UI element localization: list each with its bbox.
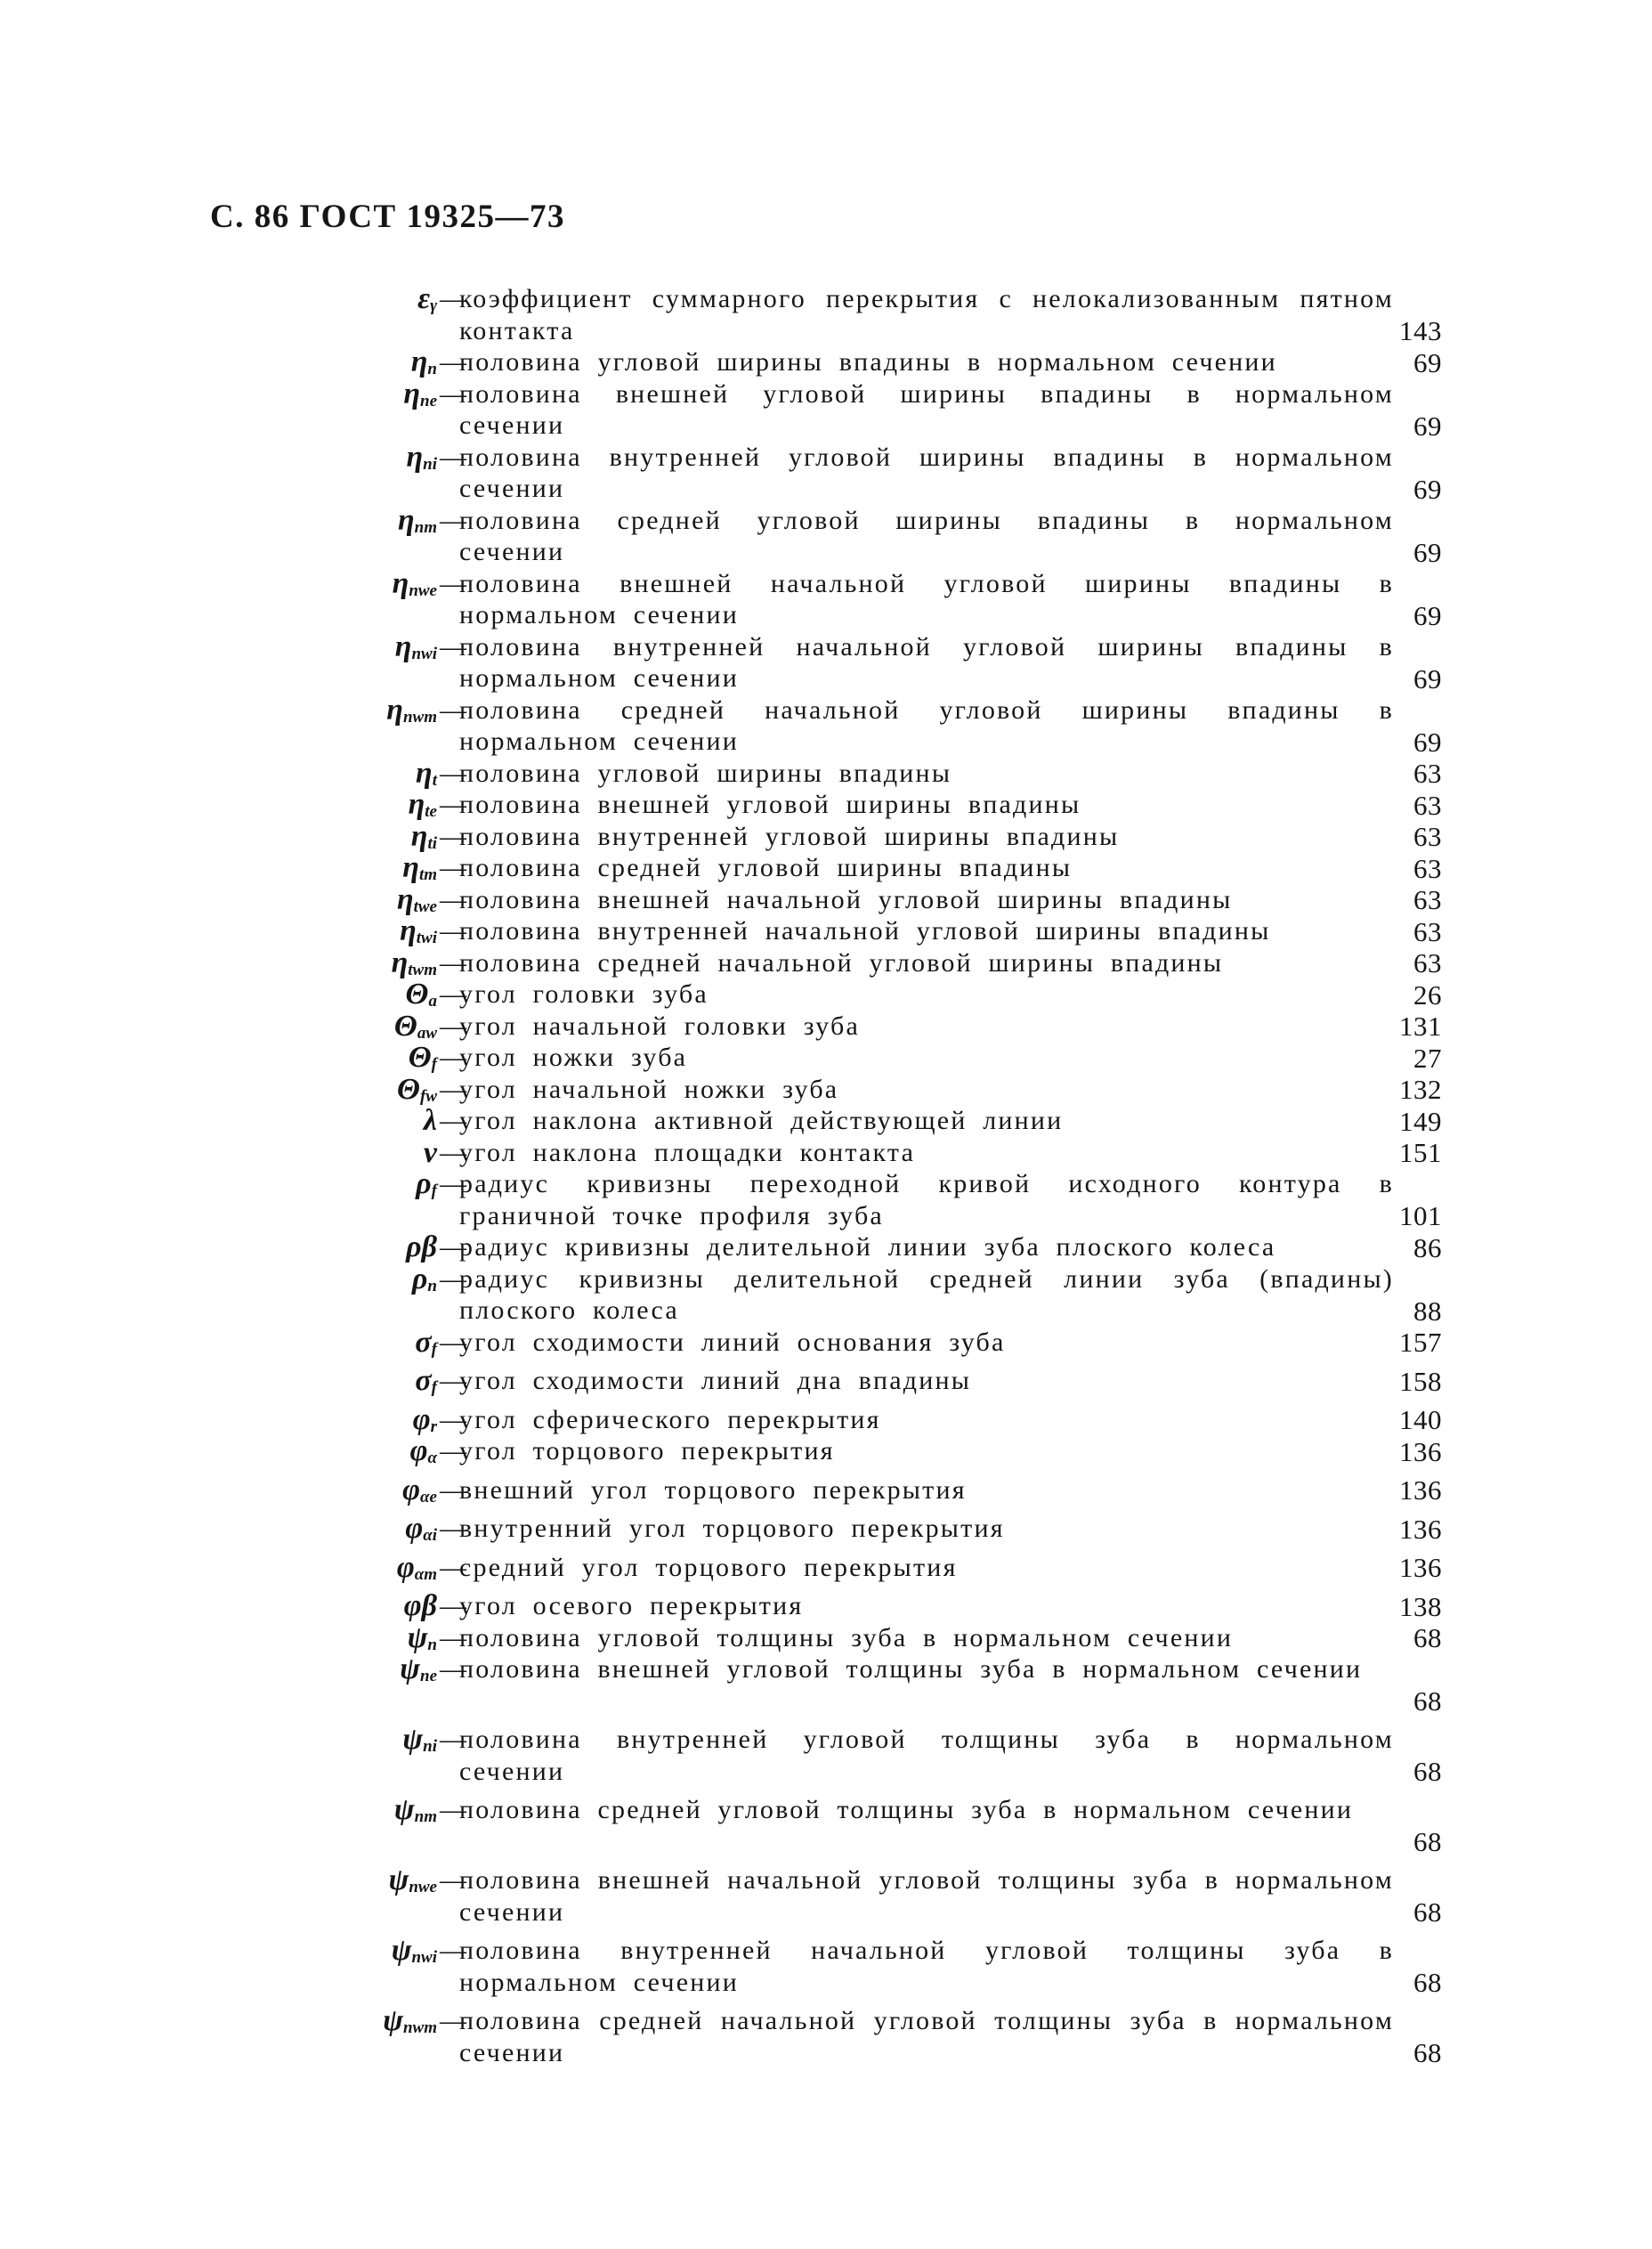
- entry-description: половина угловой толщины зуба в нормальном сечении: [459, 1622, 1234, 1652]
- entry-description: половина внешней угловой ширины впадины: [459, 790, 1081, 819]
- symbol-base: η: [386, 693, 403, 727]
- symbol-base: ψ: [391, 1934, 412, 1967]
- entry-page-number: 27: [1413, 1042, 1442, 1074]
- index-entry: [0, 821, 1652, 853]
- entry-description: внешний угол торцового перекрытия: [459, 1474, 967, 1505]
- symbol-subscript: fw: [420, 1086, 437, 1106]
- entry-page-number: 136: [1399, 1552, 1442, 1583]
- symbol-base: φ: [405, 1512, 424, 1545]
- symbol-subscript: αm: [414, 1564, 437, 1584]
- symbol-subscript: nm: [414, 1807, 437, 1826]
- entry-page-number: 69: [1413, 726, 1442, 758]
- entry-page-number: 143: [1399, 315, 1442, 346]
- index-entry: [0, 1137, 1652, 1169]
- symbol-base: λ: [423, 1104, 437, 1137]
- index-entry: [0, 1474, 1652, 1506]
- index-entry: [0, 1404, 1652, 1436]
- symbol-subscript: f: [431, 1339, 437, 1359]
- entry-description: половина внутренней начальной угловой ширины впадины: [459, 916, 1271, 946]
- entry-description: угол наклона площадки контакта: [459, 1137, 916, 1167]
- entry-page-number: 69: [1413, 536, 1442, 568]
- entry-symbol: [398, 505, 437, 536]
- symbol-base: η: [400, 914, 417, 947]
- symbol-subscript: n: [427, 1276, 437, 1295]
- symbol-subscript: ti: [427, 833, 437, 853]
- entry-dash: —: [440, 1936, 466, 1965]
- entry-page-number: 69: [1413, 599, 1442, 631]
- entry-symbol: [410, 1435, 437, 1466]
- entry-dash: —: [440, 378, 466, 409]
- entry-description: радиус кривизны переходной кривой исходного контура в граничной точке профиля зуба: [459, 1169, 1394, 1230]
- entry-dash: —: [440, 1106, 466, 1135]
- symbol-index: [0, 283, 1652, 2068]
- symbol-subscript: n: [427, 360, 437, 378]
- entry-description: угол начальной головки зуба: [459, 1011, 860, 1041]
- symbol-subscript: nwe: [409, 581, 437, 600]
- symbol-subscript: r: [430, 1417, 437, 1436]
- entry-dash: —: [440, 1795, 466, 1824]
- symbol-subscript: a: [428, 992, 437, 1011]
- symbol-base: η: [402, 851, 419, 884]
- symbol-base: σ: [415, 1364, 432, 1397]
- entry-page-number: 158: [1399, 1365, 1442, 1397]
- symbol-subscript: α: [427, 1449, 437, 1467]
- entry-description: угол наклона активной действующей линии: [459, 1106, 1064, 1135]
- entry-symbol: [394, 1011, 437, 1042]
- symbol-base: φ: [396, 1550, 415, 1584]
- symbol-base: η: [410, 819, 428, 853]
- symbol-subscript: αe: [420, 1487, 437, 1506]
- entry-dash: —: [440, 2006, 466, 2035]
- index-entry: [0, 1263, 1652, 1327]
- symbol-subscript: f: [431, 1055, 437, 1074]
- entry-page-number: 68: [1413, 1685, 1442, 1717]
- entry-symbol: [393, 568, 437, 599]
- entry-dash: —: [440, 1436, 466, 1466]
- entry-dash: —: [440, 1137, 466, 1167]
- entry-page-number: 63: [1413, 915, 1442, 947]
- entry-symbol: [397, 1074, 437, 1105]
- entry-page-number: 69: [1413, 410, 1442, 442]
- symbol-subscript: n: [427, 1635, 437, 1654]
- index-entry: [0, 1074, 1652, 1106]
- entry-symbol: [415, 1327, 437, 1358]
- entry-page-number: 140: [1399, 1404, 1442, 1435]
- entry-symbol: [411, 821, 437, 852]
- index-entry: [0, 1365, 1652, 1397]
- symbol-subscript: ni: [423, 454, 437, 474]
- index-entry: [0, 1435, 1652, 1467]
- symbol-subscript: γ: [430, 296, 437, 315]
- index-entry: [0, 694, 1652, 758]
- entry-symbol: [402, 1474, 437, 1506]
- entry-description: половина внешней угловой ширины впадины в нормальном сечении: [459, 378, 1394, 440]
- index-entry: [0, 1590, 1652, 1622]
- entry-description: половина внутренней угловой толщины зуба в нормальном сечении: [459, 1725, 1394, 1786]
- entry-page-number: 63: [1413, 947, 1442, 978]
- symbol-base: ψ: [400, 1652, 420, 1685]
- symbol-subscript: ne: [420, 391, 437, 410]
- index-entry: [0, 568, 1652, 631]
- symbol-subscript: twm: [408, 960, 437, 979]
- entry-symbol: [413, 1404, 437, 1435]
- entry-description: половина внешней начальной угловой ширины впадины в нормальном сечении: [459, 568, 1394, 629]
- index-entry: [0, 1622, 1652, 1654]
- entry-page-number: 26: [1413, 978, 1442, 1011]
- entry-symbol: [397, 1552, 437, 1583]
- entry-description: половина средней начальной угловой толщины зуба в нормальном сечении: [459, 2006, 1394, 2067]
- entry-dash: —: [440, 694, 466, 725]
- entry-symbol: [417, 283, 437, 314]
- symbol-subscript: nwe: [409, 1878, 437, 1896]
- entry-dash: —: [440, 1366, 466, 1395]
- symbol-base: ψ: [383, 2004, 403, 2037]
- entry-description: половина средней начальной угловой ширины впадины в нормальном сечении: [459, 694, 1394, 756]
- entry-page-number: 68: [1413, 1826, 1442, 1857]
- index-entry: [0, 1231, 1652, 1263]
- entry-dash: —: [440, 1404, 466, 1434]
- index-entry: [0, 1794, 1652, 1857]
- entry-dash: —: [440, 1654, 466, 1684]
- entry-page-number: 63: [1413, 884, 1442, 915]
- entry-dash: —: [440, 1474, 466, 1505]
- entry-dash: —: [440, 821, 466, 851]
- entry-symbol: [400, 1653, 437, 1685]
- symbol-subscript: twe: [413, 897, 437, 916]
- index-entry: [0, 1653, 1652, 1717]
- symbol-subscript: tm: [418, 865, 437, 884]
- entry-symbol: [389, 1864, 437, 1896]
- index-entry: [0, 947, 1652, 979]
- symbol-subscript: t: [432, 770, 437, 790]
- symbol-subscript: nwi: [411, 1948, 437, 1967]
- page-header: [210, 198, 565, 236]
- entry-page-number: 69: [1413, 662, 1442, 694]
- symbol-base: φ: [402, 1473, 421, 1506]
- index-entry: [0, 631, 1652, 694]
- entry-dash: —: [440, 790, 466, 819]
- entry-dash: —: [440, 631, 466, 662]
- symbol-base: ν: [423, 1135, 437, 1169]
- symbol-base: ψ: [388, 1863, 409, 1896]
- entry-page-number: 132: [1399, 1074, 1442, 1105]
- entry-dash: —: [440, 284, 466, 313]
- entry-page-number: 63: [1413, 758, 1442, 789]
- entry-symbol: [403, 378, 437, 410]
- entry-symbol: [386, 694, 437, 726]
- index-entry: [0, 283, 1652, 346]
- entry-symbol: [412, 1263, 437, 1295]
- entry-description: радиус кривизны делительной средней линии зуба (впадины) плоского колеса: [459, 1263, 1394, 1325]
- entry-symbol: [409, 1042, 437, 1073]
- symbol-base: ψ: [407, 1620, 428, 1654]
- symbol-base: ψ: [393, 1793, 415, 1826]
- entry-description: угол головки зуба: [459, 979, 709, 1009]
- entry-description: угол осевого перекрытия: [459, 1591, 804, 1620]
- entry-page-number: 63: [1413, 789, 1442, 821]
- standard-title: ГОСТ 19325—73: [299, 199, 565, 235]
- index-entry: [0, 1935, 1652, 1998]
- entry-symbol: [402, 1724, 437, 1755]
- entry-symbol: [406, 978, 437, 1010]
- symbol-base: φ: [409, 1434, 428, 1467]
- index-entry: [0, 1105, 1652, 1137]
- entry-dash: —: [440, 1591, 466, 1620]
- entry-symbol: [383, 2005, 437, 2036]
- symbol-base: η: [408, 788, 425, 821]
- entry-description: половина средней угловой ширины впадины: [459, 853, 1073, 882]
- entry-description: угол сходимости линий основания зуба: [459, 1327, 1006, 1357]
- page-number: С. 86: [210, 199, 290, 235]
- symbol-subscript: nm: [414, 517, 437, 537]
- symbol-subscript: nwm: [402, 707, 437, 727]
- index-entry: [0, 978, 1652, 1011]
- index-entry: [0, 1168, 1652, 1231]
- entry-symbol: [416, 758, 437, 789]
- entry-dash: —: [440, 916, 466, 946]
- entry-dash: —: [440, 347, 466, 377]
- entry-description: половина внешней начальной угловой толщины зуба в нормальном сечении: [459, 1865, 1394, 1927]
- index-entry: [0, 884, 1652, 916]
- entry-page-number: 63: [1413, 852, 1442, 884]
- entry-page-number: 68: [1413, 2037, 1442, 2068]
- entry-dash: —: [440, 884, 466, 914]
- entry-symbol: [406, 442, 437, 473]
- entry-description: угол сферического перекрытия: [459, 1404, 881, 1434]
- entry-page-number: 68: [1413, 1896, 1442, 1928]
- symbol-base: Θ: [408, 1041, 432, 1074]
- entry-description: половина внутренней начальной угловой ширины впадины в нормальном сечении: [459, 631, 1394, 693]
- entry-dash: —: [440, 1865, 466, 1895]
- index-entry: [0, 442, 1652, 505]
- index-entry: [0, 346, 1652, 378]
- entry-dash: —: [440, 1514, 466, 1543]
- entry-description: угол ножки зуба: [459, 1043, 688, 1072]
- symbol-base: ψ: [402, 1723, 424, 1756]
- index-entry: [0, 758, 1652, 790]
- symbol-base: φβ: [403, 1589, 437, 1622]
- symbol-subscript: ni: [423, 1737, 437, 1756]
- entry-symbol: [392, 947, 437, 978]
- entry-page-number: 136: [1399, 1513, 1442, 1545]
- entry-dash: —: [440, 1232, 466, 1262]
- entry-page-number: 69: [1413, 473, 1442, 505]
- symbol-subscript: te: [425, 802, 437, 821]
- entry-page-number: 157: [1399, 1327, 1442, 1358]
- entry-page-number: 86: [1413, 1231, 1442, 1263]
- entry-dash: —: [440, 1074, 466, 1104]
- entry-dash: —: [440, 979, 466, 1009]
- entry-symbol: [416, 1168, 437, 1199]
- entry-page-number: 68: [1413, 1622, 1442, 1653]
- entry-description: коэффициент суммарного перекрытия с нелокализованным пятном контакта: [459, 284, 1394, 345]
- entry-description: половина внутренней начальной угловой толщины зуба в нормальном сечении: [459, 1936, 1394, 1997]
- entry-symbol: [415, 1365, 437, 1396]
- entry-page-number: 149: [1399, 1105, 1442, 1137]
- entry-description: угол сходимости линий дна впадины: [459, 1366, 972, 1395]
- entry-dash: —: [440, 947, 466, 978]
- index-entry: [0, 1011, 1652, 1043]
- entry-page-number: 131: [1399, 1011, 1442, 1042]
- symbol-base: η: [397, 503, 415, 537]
- entry-symbol: [397, 884, 437, 915]
- entry-symbol: [424, 1105, 437, 1136]
- index-entry: [0, 1864, 1652, 1928]
- symbol-subscript: f: [431, 1378, 437, 1397]
- entry-symbol: [402, 852, 437, 883]
- entry-dash: —: [440, 1552, 466, 1582]
- entry-symbol: [406, 1231, 437, 1263]
- entry-dash: —: [440, 1043, 466, 1072]
- symbol-base: φ: [412, 1402, 431, 1436]
- entry-symbol: [404, 1590, 437, 1621]
- entry-page-number: 68: [1413, 1967, 1442, 1998]
- entry-symbol: [395, 631, 437, 662]
- index-entry: [0, 789, 1652, 821]
- entry-description: средний угол торцового перекрытия: [459, 1552, 958, 1582]
- entry-dash: —: [440, 1263, 466, 1294]
- symbol-base: Θ: [405, 978, 429, 1011]
- symbol-base: ε: [417, 282, 431, 315]
- index-entry: [0, 1513, 1652, 1545]
- entry-page-number: 63: [1413, 821, 1442, 852]
- symbol-base: ρ: [411, 1262, 428, 1295]
- entry-description: половина внешней начальной угловой ширины впадины: [459, 884, 1233, 914]
- symbol-subscript: ne: [420, 1667, 437, 1685]
- symbol-subscript: twi: [416, 929, 437, 947]
- index-entry: [0, 1724, 1652, 1787]
- entry-description: половина внешней угловой толщины зуба в нормальном сечении: [459, 1654, 1363, 1684]
- index-entry: [0, 852, 1652, 884]
- entry-page-number: 151: [1399, 1137, 1442, 1168]
- index-entry: [0, 1327, 1652, 1359]
- entry-symbol: [408, 1622, 437, 1653]
- entry-description: угол торцового перекрытия: [459, 1436, 835, 1466]
- entry-symbol: [400, 915, 437, 946]
- entry-dash: —: [440, 853, 466, 882]
- symbol-base: η: [394, 629, 412, 663]
- entry-page-number: 136: [1399, 1435, 1442, 1467]
- symbol-subscript: f: [431, 1181, 437, 1200]
- symbol-base: η: [406, 440, 424, 474]
- entry-description: половина средней начальной угловой ширины впадины: [459, 947, 1224, 978]
- index-entry: [0, 505, 1652, 568]
- entry-symbol: [409, 789, 437, 820]
- entry-dash: —: [440, 1011, 466, 1041]
- symbol-base: Θ: [397, 1072, 420, 1106]
- entry-dash: —: [440, 442, 466, 472]
- index-entry: [0, 2005, 1652, 2068]
- entry-dash: —: [440, 568, 466, 598]
- entry-dash: —: [440, 505, 466, 535]
- symbol-base: σ: [415, 1325, 432, 1359]
- entry-symbol: [411, 346, 437, 378]
- symbol-base: η: [391, 946, 409, 979]
- index-entry: [0, 378, 1652, 442]
- symbol-base: η: [416, 756, 433, 790]
- entry-dash: —: [440, 1622, 466, 1652]
- index-entry: [0, 1042, 1652, 1074]
- entry-description: половина внутренней угловой ширины впадины: [459, 821, 1120, 851]
- entry-page-number: 88: [1413, 1295, 1442, 1327]
- entry-description: половина внутренней угловой ширины впадины в нормальном сечении: [459, 442, 1394, 503]
- entry-symbol: [424, 1137, 437, 1168]
- entry-description: угол начальной ножки зуба: [459, 1074, 839, 1104]
- symbol-base: ρ: [416, 1167, 432, 1200]
- entry-page-number: 136: [1399, 1474, 1442, 1506]
- entry-page-number: 68: [1413, 1756, 1442, 1787]
- symbol-subscript: αi: [423, 1526, 437, 1545]
- symbol-base: η: [403, 377, 420, 410]
- entry-page-number: 101: [1399, 1200, 1442, 1231]
- entry-description: половина угловой ширины впадины: [459, 758, 952, 788]
- entry-dash: —: [440, 1725, 466, 1754]
- entry-description: половина угловой ширины впадины в нормальном сечении: [459, 347, 1277, 377]
- entry-symbol: [392, 1935, 437, 1966]
- symbol-subscript: nwi: [411, 644, 437, 663]
- entry-dash: —: [440, 758, 466, 788]
- entry-page-number: 69: [1413, 346, 1442, 378]
- symbol-base: Θ: [393, 1009, 417, 1043]
- entry-description: половина средней угловой толщины зуба в нормальном сечении: [459, 1795, 1354, 1824]
- entry-dash: —: [440, 1169, 466, 1198]
- symbol-base: ρβ: [406, 1230, 437, 1263]
- entry-page-number: 138: [1399, 1590, 1442, 1622]
- entry-description: внутренний угол торцового перекрытия: [459, 1514, 1005, 1543]
- symbol-subscript: aw: [417, 1023, 437, 1043]
- entry-dash: —: [440, 1327, 466, 1357]
- index-entry: [0, 915, 1652, 947]
- entry-symbol: [394, 1794, 437, 1825]
- index-entry: [0, 1552, 1652, 1584]
- symbol-base: η: [392, 566, 409, 600]
- symbol-base: η: [410, 345, 428, 378]
- symbol-base: η: [396, 882, 414, 916]
- symbol-subscript: nwm: [402, 2018, 437, 2037]
- entry-description: радиус кривизны делительной линии зуба плоского колеса: [459, 1232, 1276, 1262]
- entry-symbol: [405, 1513, 437, 1544]
- entry-description: половина средней угловой ширины впадины в нормальном сечении: [459, 505, 1394, 566]
